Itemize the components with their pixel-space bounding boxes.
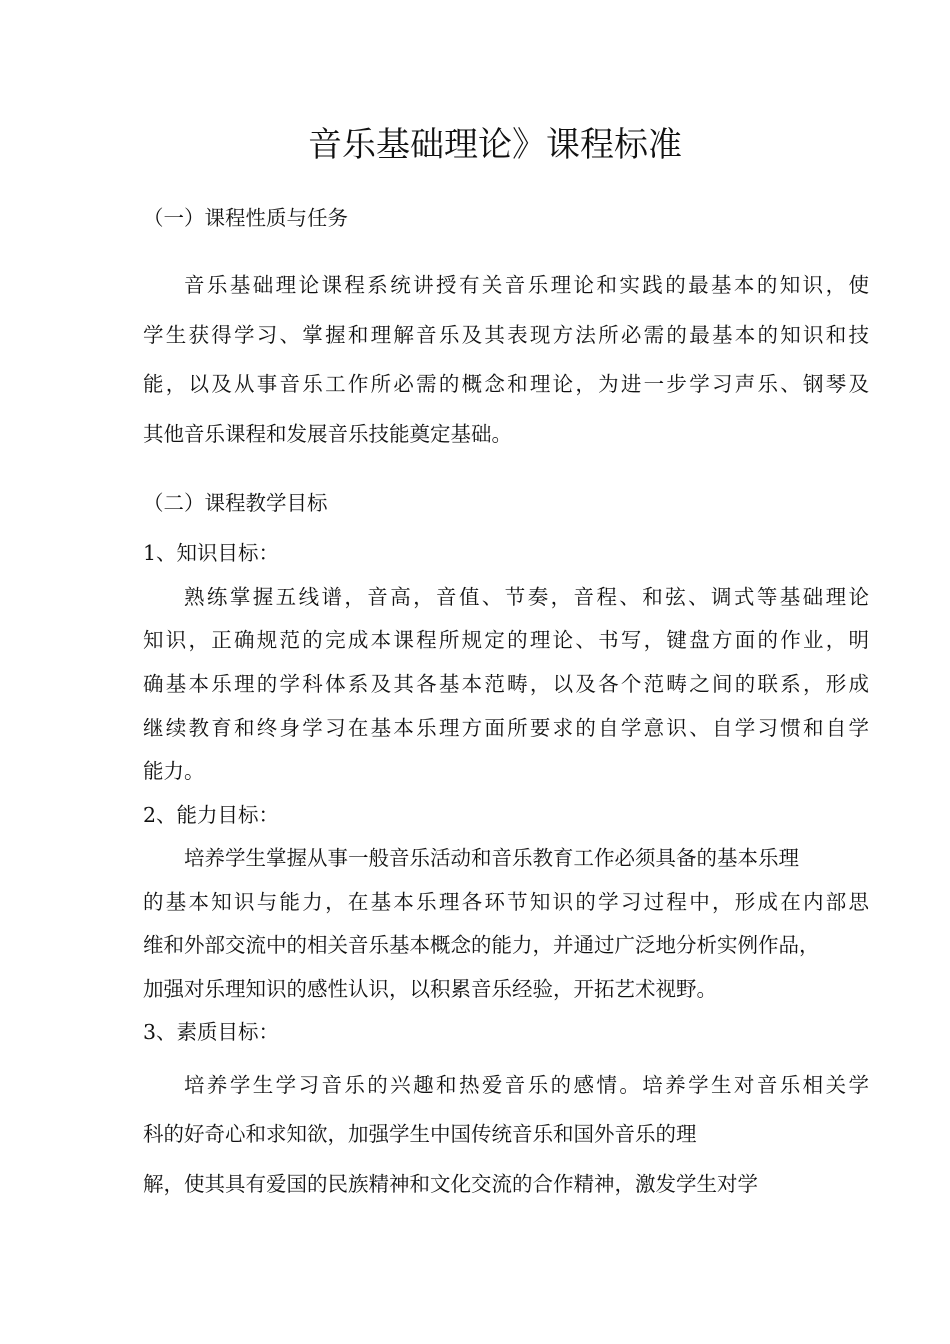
- section-heading-nature: （一）课程性质与任务: [143, 206, 348, 230]
- paragraph-line: 科的好奇心和求知欲，加强学生中国传统音乐和国外音乐的理: [143, 1122, 697, 1146]
- paragraph-line: 其他音乐课程和发展音乐技能奠定基础。: [143, 422, 512, 446]
- paragraph-line: 维和外部交流中的相关音乐基本概念的能力，并通过广泛地分析实例作品，: [143, 933, 820, 957]
- paragraph-line: 解，使其具有爱国的民族精神和文化交流的合作精神，激发学生对学: [143, 1172, 758, 1196]
- goal-heading-quality: 3、素质目标：: [143, 1020, 280, 1044]
- goal-heading-ability: 2、能力目标：: [143, 803, 280, 827]
- paragraph-line: 音乐基础理论课程系统讲授有关音乐理论和实践的最基本的知识，使: [184, 273, 869, 297]
- paragraph-line: 学生获得学习、掌握和理解音乐及其表现方法所必需的最基本的知识和技: [143, 323, 869, 347]
- paragraph-line: 的基本知识与能力，在基本乐理各环节知识的学习过程中，形成在内部思: [143, 890, 869, 914]
- section-heading-goals: （二）课程教学目标: [143, 491, 328, 515]
- paragraph-line: 能力。: [143, 759, 205, 783]
- paragraph-line: 能，以及从事音乐工作所必需的概念和理论，为进一步学习声乐、钢琴及: [143, 372, 869, 396]
- paragraph-line: 继续教育和终身学习在基本乐理方面所要求的自学意识、自学习惯和自学: [143, 716, 869, 740]
- paragraph-line: 加强对乐理知识的感性认识，以积累音乐经验，开拓艺术视野。: [143, 977, 717, 1001]
- paragraph-line: 知识，正确规范的完成本课程所规定的理论、书写，键盘方面的作业，明: [143, 628, 869, 652]
- paragraph-line: 确基本乐理的学科体系及其各基本范畴，以及各个范畴之间的联系，形成: [143, 672, 869, 696]
- paragraph-line: 培养学生学习音乐的兴趣和热爱音乐的感情。培养学生对音乐相关学: [184, 1073, 869, 1097]
- paragraph-line: 熟练掌握五线谱，音高，音值、节奏，音程、和弦、调式等基础理论: [184, 585, 869, 609]
- paragraph-line: 培养学生掌握从事一般音乐活动和音乐教育工作必须具备的基本乐理: [184, 846, 799, 870]
- document-title: 音乐基础理论》课程标准: [308, 125, 682, 165]
- goal-heading-knowledge: 1、知识目标：: [143, 541, 280, 565]
